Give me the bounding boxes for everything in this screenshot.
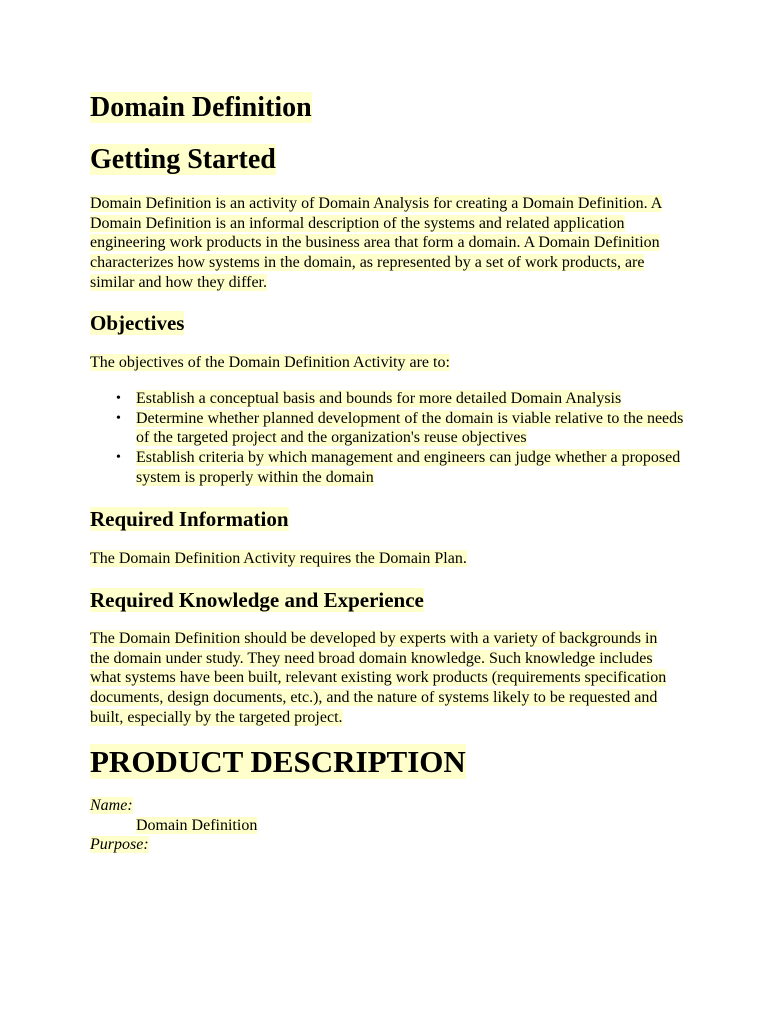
document-title [90,91,312,125]
objective-item-text: Determine whether planned development of the domain is viable relative to the needs of the targeted project and the organization's reuse objectives [136,409,684,447]
objectives-heading-text: Objectives [90,311,185,335]
required-information-heading-text: Required Information [90,507,289,531]
required-information-paragraph [90,549,467,569]
objectives-lead-text: The objectives of the Domain Definition Activity are to: [90,354,450,371]
required-information-text: The Domain Definition Activity requires the Domain Plan. [90,550,467,567]
list-item [136,409,696,448]
objectives-list [90,389,696,488]
section-heading-getting-started [90,143,276,177]
name-value: Domain Definition [136,816,258,834]
product-description-heading-text: PRODUCT DESCRIPTION [90,744,466,779]
section-heading-required-knowledge [90,587,424,613]
intro-paragraph [90,194,690,293]
purpose-term [90,835,257,855]
intro-text: Domain Definition is an activity of Domain Analysis for creating a Domain Definition. A Domain Definition is an informal description of the systems and related application engineering work products in the business area that form a domain. A Domain Definition characterizes how systems in the domain, as represented by a set of work products, are similar and how they differ. [90,195,663,291]
required-knowledge-text: The Domain Definition should be developed by experts with a variety of backgrounds in the domain under study. They need broad domain knowledge. Such knowledge includes what systems have been built, relevant existing work products (requirements specification documents, design documents, etc.), and the nature of systems likely to be requested and built, especially by the targeted project. [90,630,667,726]
required-knowledge-heading-text: Required Knowledge and Experience [90,588,424,612]
objective-item-text: Establish criteria by which management and engineers can judge whether a proposed system is properly within the domain [136,449,681,486]
document-title-text: Domain Definition [90,92,312,123]
purpose-label: Purpose: [90,836,149,854]
section-heading-objectives [90,310,184,336]
getting-started-text: Getting Started [90,144,276,175]
product-definition-list [90,796,257,855]
name-definition [90,816,257,836]
section-heading-required-information [90,506,289,532]
list-item [136,448,696,487]
name-label: Name: [90,797,133,814]
section-heading-product-description [90,743,466,781]
objectives-lead [90,353,450,373]
name-term [90,796,257,816]
required-knowledge-paragraph [90,629,680,728]
list-item [136,389,696,409]
objective-item-text: Establish a conceptual basis and bounds for more detailed Domain Analysis [136,390,622,407]
